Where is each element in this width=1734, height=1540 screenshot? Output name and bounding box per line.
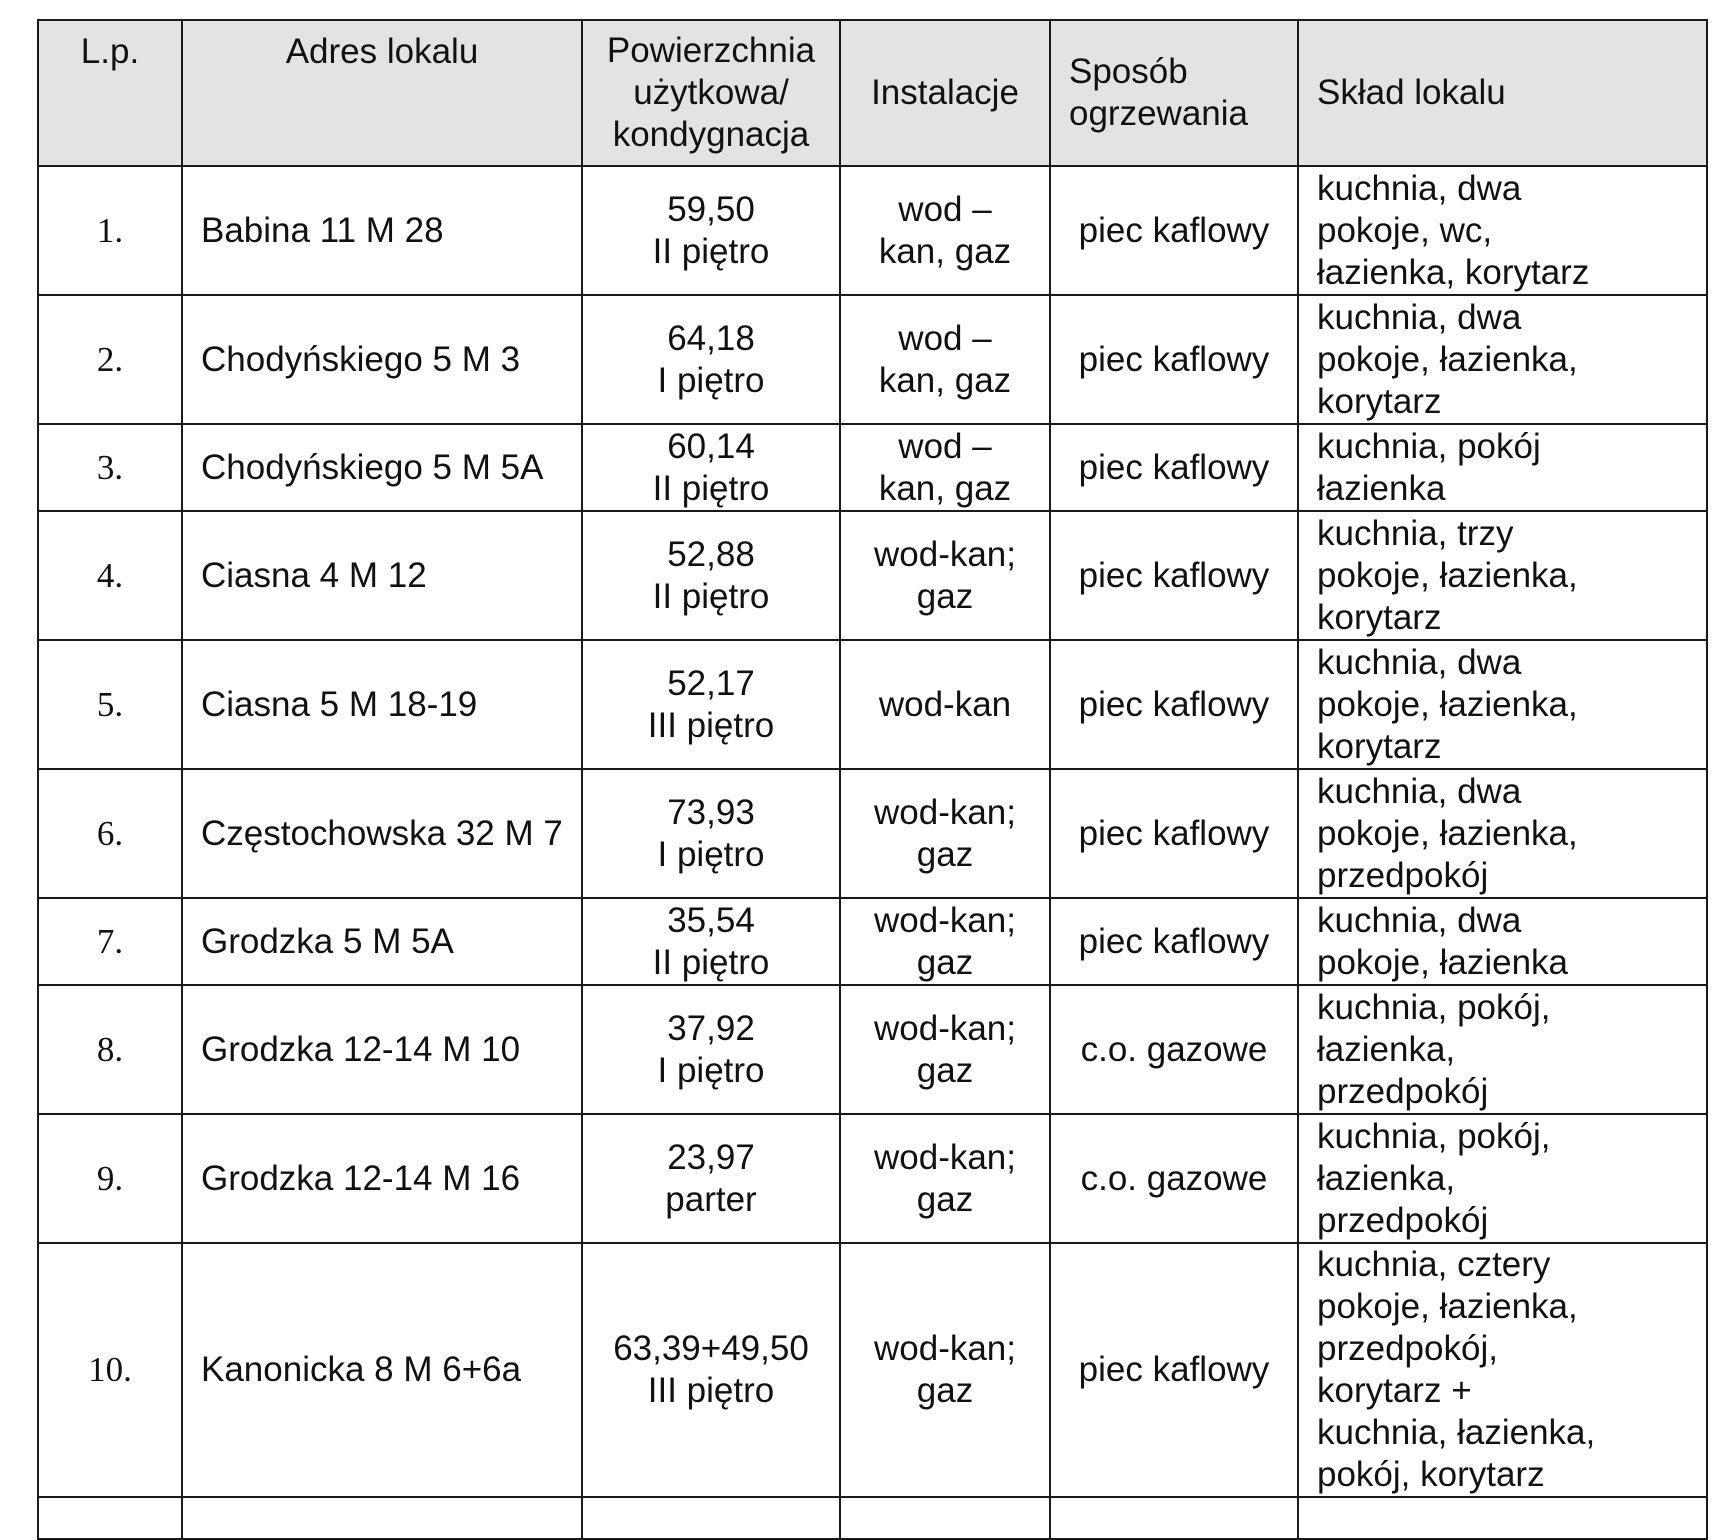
composition-line: korytarz <box>1317 381 1442 421</box>
cell-heating: piec kaflowy <box>1050 511 1298 640</box>
cell-heating: piec kaflowy <box>1050 424 1298 511</box>
area-value: 73,93 <box>667 792 755 832</box>
composition-line: kuchnia, pokój, <box>1317 1116 1551 1156</box>
table-row <box>38 511 1707 640</box>
cell-installations <box>840 166 1050 295</box>
cell-address: Grodzka 12-14 M 10 <box>182 985 582 1114</box>
empty-cell <box>1298 1497 1707 1539</box>
installations-line: wod-kan; <box>873 1137 1017 1177</box>
composition-line: korytarz + <box>1317 1371 1472 1410</box>
area-value: 52,17 <box>667 663 755 703</box>
composition-line: korytarz <box>1317 597 1442 637</box>
cell-heating: piec kaflowy <box>1050 1243 1298 1497</box>
composition-line: łazienka, <box>1317 1158 1456 1198</box>
cell-composition <box>1298 898 1707 985</box>
cell-composition <box>1298 1243 1707 1497</box>
cell-heating: c.o. gazowe <box>1050 985 1298 1114</box>
area-value: 59,50 <box>667 189 755 229</box>
composition-line: kuchnia, dwa <box>1317 771 1522 811</box>
cell-area <box>582 769 840 898</box>
area-value: 23,97 <box>667 1137 755 1177</box>
table-row-partial <box>38 1497 1707 1539</box>
table-row <box>38 640 1707 769</box>
cell-installations <box>840 769 1050 898</box>
header-address: Adres lokalu <box>182 20 582 166</box>
composition-line: pokoje, łazienka, <box>1317 1287 1578 1326</box>
composition-line: przedpokój <box>1317 855 1489 895</box>
empty-cell <box>38 1497 182 1539</box>
composition-line: pokój, korytarz <box>1317 1455 1545 1494</box>
header-lp: L.p. <box>38 20 182 166</box>
installations-line: gaz <box>916 1179 974 1219</box>
header-heating-line: Sposób <box>1069 52 1188 91</box>
installations-line: gaz <box>916 576 974 616</box>
floor-value: parter <box>665 1179 757 1219</box>
empty-cell <box>840 1497 1050 1539</box>
cell-address: Grodzka 5 M 5A <box>182 898 582 985</box>
cell-address: Grodzka 12-14 M 16 <box>182 1114 582 1243</box>
empty-cell <box>1050 1497 1298 1539</box>
area-value: 52,88 <box>667 534 755 574</box>
header-area-line: użytkowa/ <box>633 73 789 112</box>
cell-heating: piec kaflowy <box>1050 166 1298 295</box>
composition-line: kuchnia, pokój <box>1317 426 1541 466</box>
installations-line: kan, gaz <box>878 468 1012 508</box>
installations-line: gaz <box>916 942 974 982</box>
table-row <box>38 1114 1707 1243</box>
cell-lp: 3. <box>38 424 182 511</box>
installations-line: wod – <box>898 189 992 229</box>
cell-heating: piec kaflowy <box>1050 295 1298 424</box>
empty-cell <box>582 1497 840 1539</box>
cell-address: Ciasna 5 M 18-19 <box>182 640 582 769</box>
floor-value: II piętro <box>652 231 770 271</box>
cell-lp: 10. <box>38 1243 182 1497</box>
composition-line: kuchnia, cztery <box>1317 1245 1551 1284</box>
area-value: 37,92 <box>667 1008 755 1048</box>
cell-installations <box>840 511 1050 640</box>
installations-line: kan, gaz <box>878 360 1012 400</box>
cell-area <box>582 898 840 985</box>
header-composition: Skład lokalu <box>1298 20 1707 166</box>
cell-address: Chodyńskiego 5 M 3 <box>182 295 582 424</box>
floor-value: II piętro <box>652 942 770 982</box>
area-value: 64,18 <box>667 318 755 358</box>
installations-line: gaz <box>916 834 974 874</box>
installations-line: wod-kan; <box>873 1329 1017 1368</box>
floor-value: I piętro <box>657 360 765 400</box>
table-row <box>38 424 1707 511</box>
installations-line: wod – <box>898 426 992 466</box>
cell-installations <box>840 1114 1050 1243</box>
table-row <box>38 898 1707 985</box>
cell-area <box>582 295 840 424</box>
cell-lp: 4. <box>38 511 182 640</box>
cell-address: Chodyńskiego 5 M 5A <box>182 424 582 511</box>
composition-line: przedpokój, <box>1317 1329 1498 1368</box>
installations-line: wod-kan; <box>873 1008 1017 1048</box>
table-row <box>38 1243 1707 1497</box>
header-area-line: Powierzchnia <box>606 31 816 70</box>
header-row <box>38 20 1707 166</box>
header-area <box>582 20 840 166</box>
floor-value: I piętro <box>657 1050 765 1090</box>
composition-line: łazienka, <box>1317 1029 1456 1069</box>
installations-line: gaz <box>916 1050 974 1090</box>
cell-area <box>582 1243 840 1497</box>
installations-line: gaz <box>916 1371 974 1410</box>
header-heating-line: ogrzewania <box>1069 94 1248 133</box>
premises-table <box>37 19 1708 1540</box>
header-installations: Instalacje <box>840 20 1050 166</box>
composition-line: kuchnia, pokój, <box>1317 987 1551 1027</box>
composition-line: pokoje, łazienka, <box>1317 684 1578 724</box>
cell-heating: c.o. gazowe <box>1050 1114 1298 1243</box>
composition-line: pokoje, łazienka, <box>1317 813 1578 853</box>
cell-installations <box>840 640 1050 769</box>
cell-area <box>582 1114 840 1243</box>
cell-area <box>582 424 840 511</box>
cell-lp: 9. <box>38 1114 182 1243</box>
cell-address: Babina 11 M 28 <box>182 166 582 295</box>
installations-line: wod – <box>898 318 992 358</box>
composition-line: kuchnia, dwa <box>1317 297 1522 337</box>
installations-line: wod-kan; <box>873 900 1017 940</box>
table-row <box>38 769 1707 898</box>
cell-composition <box>1298 166 1707 295</box>
cell-heating: piec kaflowy <box>1050 640 1298 769</box>
cell-composition <box>1298 1114 1707 1243</box>
cell-installations <box>840 1243 1050 1497</box>
area-value: 63,39+49,50 <box>613 1329 809 1368</box>
area-value: 35,54 <box>667 900 755 940</box>
cell-area <box>582 640 840 769</box>
composition-line: pokoje, łazienka, <box>1317 339 1578 379</box>
cell-composition <box>1298 640 1707 769</box>
table-body <box>38 166 1707 1539</box>
composition-line: pokoje, łazienka <box>1317 942 1568 982</box>
composition-line: kuchnia, łazienka, <box>1317 1413 1596 1452</box>
composition-line: łazienka <box>1317 468 1446 508</box>
header-heating <box>1050 20 1298 166</box>
composition-line: pokoje, wc, <box>1317 210 1493 250</box>
floor-value: II piętro <box>652 468 770 508</box>
cell-address: Ciasna 4 M 12 <box>182 511 582 640</box>
composition-line: kuchnia, trzy <box>1317 513 1514 553</box>
installations-line: wod-kan; <box>873 534 1017 574</box>
composition-line: przedpokój <box>1317 1200 1489 1240</box>
installations-line: wod-kan <box>878 684 1012 724</box>
cell-lp: 1. <box>38 166 182 295</box>
cell-address: Kanonicka 8 M 6+6a <box>182 1243 582 1497</box>
cell-composition <box>1298 511 1707 640</box>
header-area-line: kondygnacja <box>612 115 810 154</box>
composition-line: kuchnia, dwa <box>1317 900 1522 940</box>
cell-heating: piec kaflowy <box>1050 769 1298 898</box>
cell-heating: piec kaflowy <box>1050 898 1298 985</box>
cell-composition <box>1298 769 1707 898</box>
cell-installations <box>840 985 1050 1114</box>
cell-area <box>582 511 840 640</box>
cell-lp: 7. <box>38 898 182 985</box>
composition-line: kuchnia, dwa <box>1317 168 1522 208</box>
cell-lp: 6. <box>38 769 182 898</box>
composition-line: korytarz <box>1317 726 1442 766</box>
empty-cell <box>182 1497 582 1539</box>
floor-value: I piętro <box>657 834 765 874</box>
cell-address: Częstochowska 32 M 7 <box>182 769 582 898</box>
table-row <box>38 166 1707 295</box>
cell-area <box>582 166 840 295</box>
cell-composition <box>1298 985 1707 1114</box>
cell-lp: 2. <box>38 295 182 424</box>
cell-installations <box>840 295 1050 424</box>
table-row <box>38 295 1707 424</box>
composition-line: kuchnia, dwa <box>1317 642 1522 682</box>
cell-composition <box>1298 295 1707 424</box>
installations-line: wod-kan; <box>873 792 1017 832</box>
cell-lp: 8. <box>38 985 182 1114</box>
cell-composition <box>1298 424 1707 511</box>
floor-value: III piętro <box>647 705 775 745</box>
area-value: 60,14 <box>667 426 755 466</box>
composition-line: pokoje, łazienka, <box>1317 555 1578 595</box>
table-row <box>38 985 1707 1114</box>
installations-line: kan, gaz <box>878 231 1012 271</box>
cell-installations <box>840 424 1050 511</box>
floor-value: II piętro <box>652 576 770 616</box>
composition-line: przedpokój <box>1317 1071 1489 1111</box>
floor-value: III piętro <box>647 1371 775 1410</box>
cell-lp: 5. <box>38 640 182 769</box>
cell-installations <box>840 898 1050 985</box>
cell-area <box>582 985 840 1114</box>
composition-line: łazienka, korytarz <box>1317 252 1590 292</box>
